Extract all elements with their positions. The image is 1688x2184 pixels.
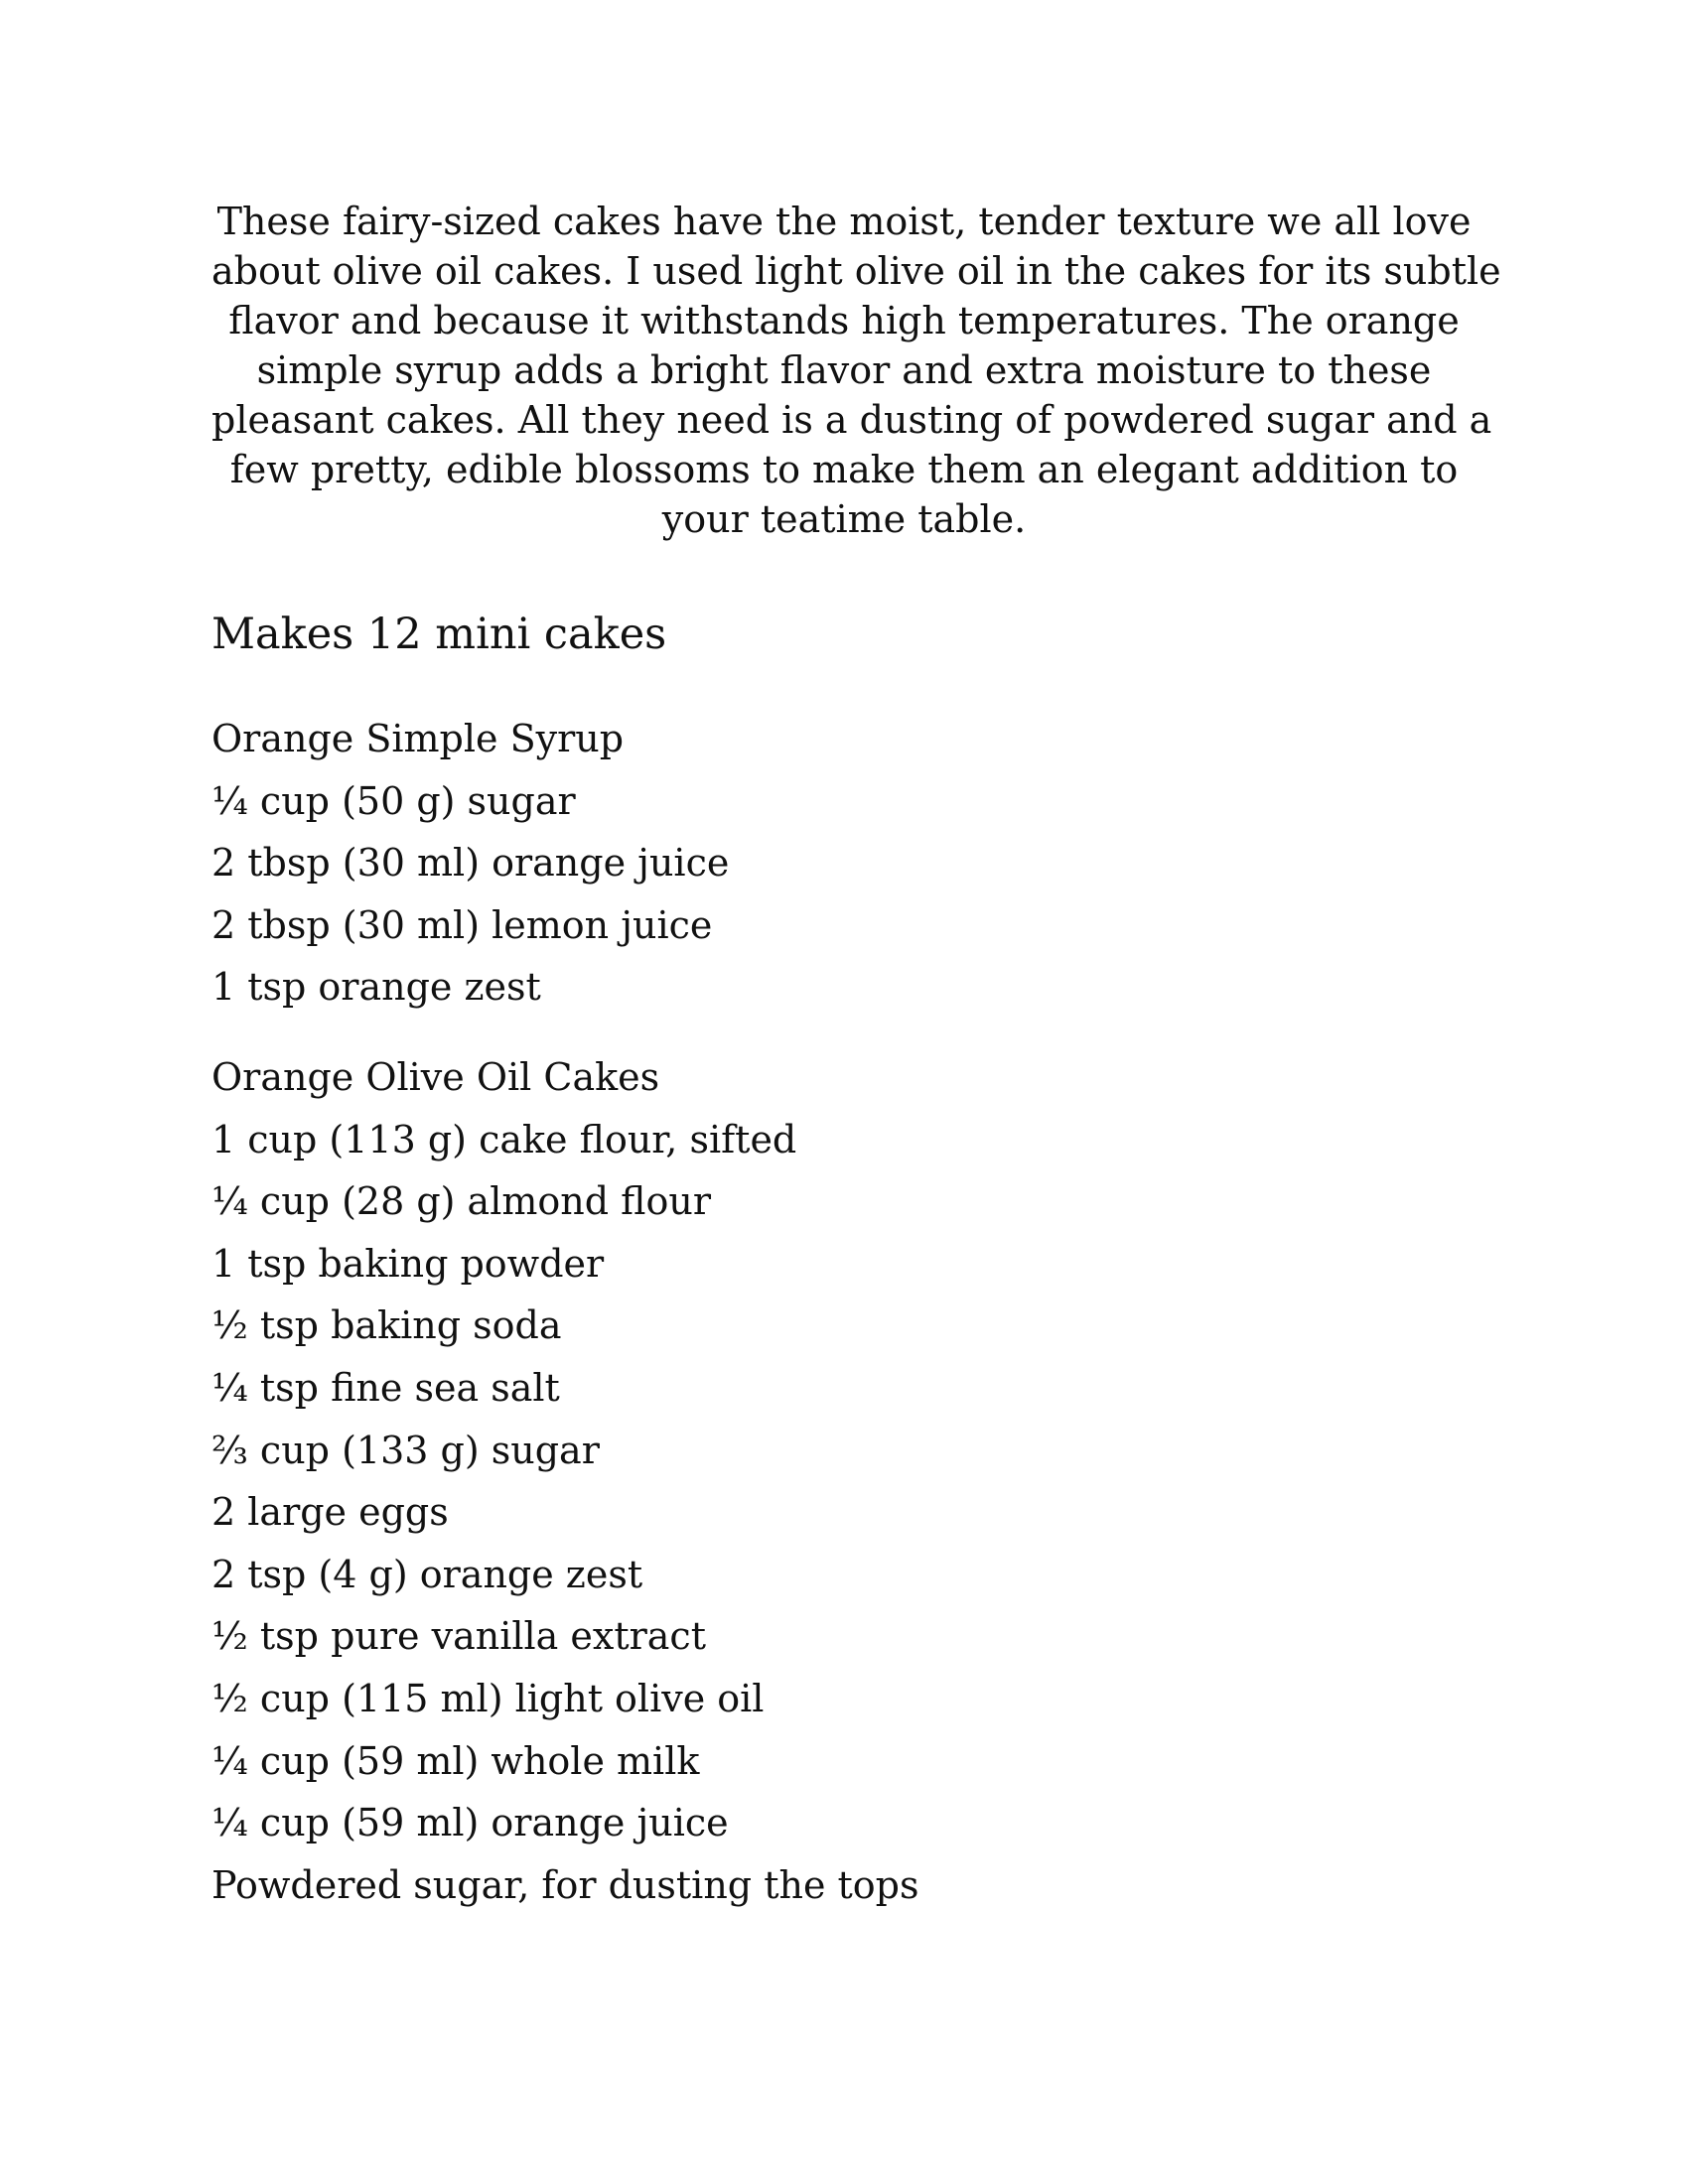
- ingredient-item: ¼ tsp fine sea salt: [211, 1365, 560, 1410]
- syrup-ingredient-list: [211, 770, 1477, 1019]
- ingredient-item: ½ cup (115 ml) light olive oil: [211, 1676, 765, 1720]
- cakes-ingredient-list: [211, 1109, 1477, 1917]
- ingredient-item: 2 tsp (4 g) orange zest: [211, 1552, 643, 1596]
- ingredient-item: ¼ cup (59 ml) whole milk: [211, 1738, 700, 1783]
- intro-line: simple syrup adds a bright flavor and extra moisture to these: [256, 348, 1432, 392]
- intro-line: pleasant cakes. All they need is a dusting of powdered sugar and a: [211, 398, 1492, 442]
- ingredient-item: Powdered sugar, for dusting the tops: [211, 1862, 919, 1907]
- ingredient-item: 1 tsp baking powder: [211, 1241, 605, 1286]
- ingredient-item: ¼ cup (28 g) almond flour: [211, 1179, 712, 1224]
- intro-line: few pretty, edible blossoms to make them an elegant addition to: [229, 448, 1459, 491]
- syrup-section: [211, 708, 1477, 1019]
- ingredient-item: 2 tbsp (30 ml) orange juice: [211, 841, 730, 886]
- intro-line: about olive oil cakes. I used light olive oil in the cakes for its subtle: [211, 249, 1501, 293]
- recipe-yield: Makes 12 mini cakes: [211, 610, 667, 659]
- ingredient-item: ½ tsp baking soda: [211, 1303, 562, 1348]
- ingredient-item: 1 tsp orange zest: [211, 965, 541, 1010]
- ingredient-item: ¼ cup (59 ml) orange juice: [211, 1801, 729, 1845]
- intro-line: your teatime table.: [661, 497, 1027, 541]
- ingredient-item: 2 tbsp (30 ml) lemon juice: [211, 902, 713, 947]
- intro-line: These fairy-sized cakes have the moist, tender texture we all love: [216, 200, 1472, 243]
- intro-paragraph: [211, 197, 1501, 544]
- ingredient-item: 1 cup (113 g) cake flour, sifted: [211, 1117, 797, 1161]
- ingredient-item: ¼ cup (50 g) sugar: [211, 778, 576, 823]
- ingredient-item: ½ tsp pure vanilla extract: [211, 1614, 706, 1659]
- cakes-section: [211, 1046, 1477, 1916]
- syrup-heading: Orange Simple Syrup: [211, 717, 625, 760]
- ingredient-item: ⅔ cup (133 g) sugar: [211, 1428, 600, 1472]
- ingredient-item: 2 large eggs: [211, 1490, 449, 1535]
- intro-line: flavor and because it withstands high temperatures. The orange: [228, 299, 1460, 342]
- cakes-heading: Orange Olive Oil Cakes: [211, 1055, 660, 1099]
